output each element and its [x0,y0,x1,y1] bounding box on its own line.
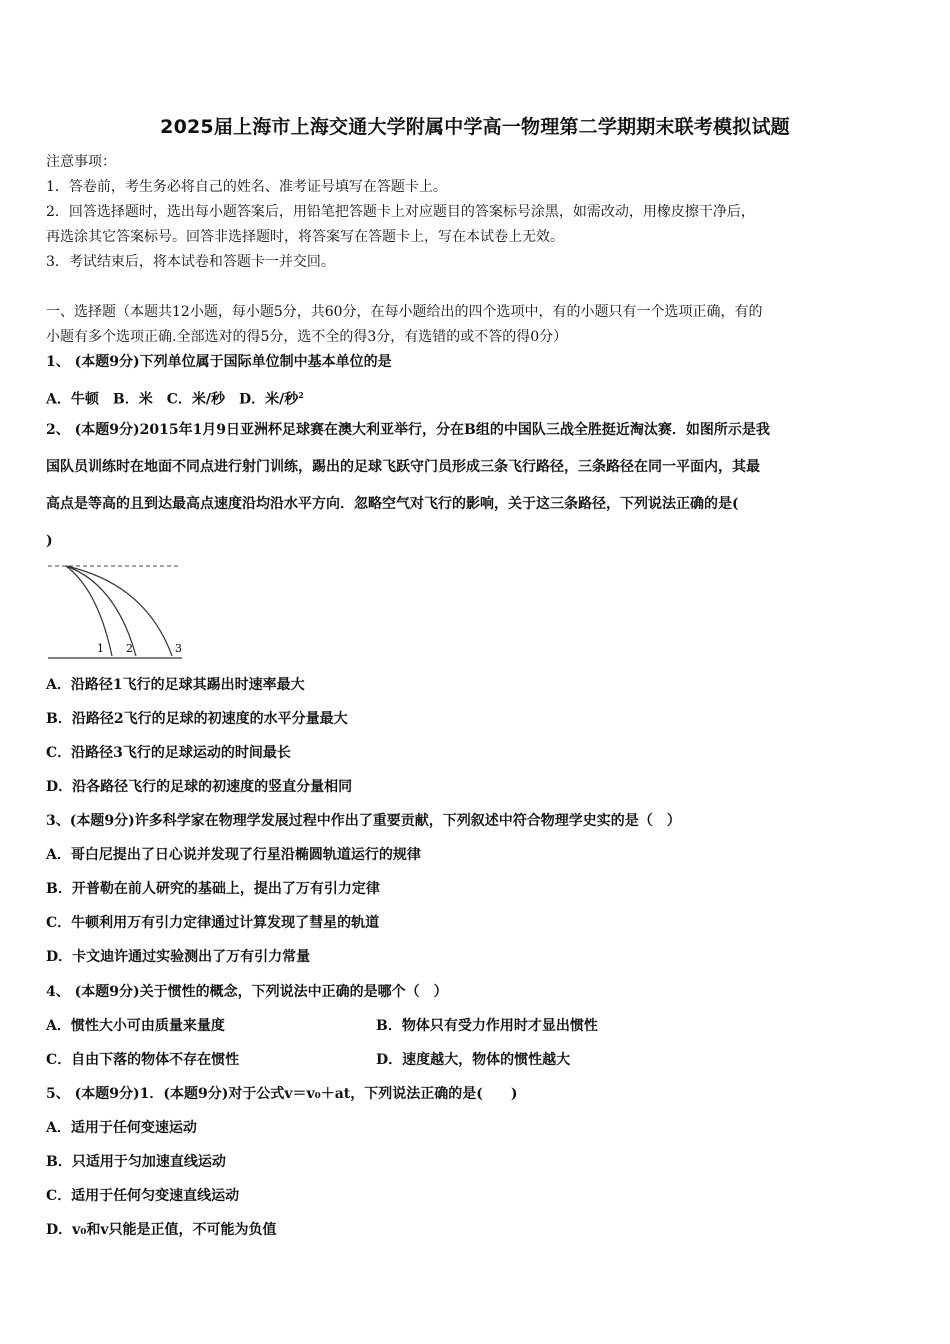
notice-item-2-cont: 再选涂其它答案标号。回答非选择题时，将答案写在答题卡上，写在本试卷上无效。 [46,229,564,245]
q5-option-a: A．适用于任何变速运动 [46,1120,197,1136]
path-3 [66,566,172,656]
q2-option-b: B．沿路径2飞行的足球的初速度的水平分量最大 [46,711,348,727]
trajectory-diagram [46,560,186,664]
path-label-1: 1 [97,642,104,655]
q3-option-d: D．卡文迪许通过实验测出了万有引力常量 [46,949,311,965]
path-label-3: 3 [175,642,182,655]
q4-option-a: A．惯性大小可由质量来量度 [46,1018,225,1034]
q4-option-d: D．速度越大，物体的惯性越大 [376,1052,571,1068]
q2-stem-line3: 高点是等高的且到达最高点速度沿均沿水平方向．忽略空气对飞行的影响，关于这三条路径，下列说法正确的是( [46,496,739,512]
q3-option-b: B．开普勒在前人研究的基础上，提出了万有引力定律 [46,881,380,897]
q5-option-d: D．v₀和v只能是正值，不可能为负值 [46,1222,277,1238]
section-instructions-line1: 一、选择题（本题共12小题，每小题5分，共60分，在每小题给出的四个选项中，有的小题只有一个选项正确，有的 [46,304,763,320]
q3-option-c: C．牛顿利用万有引力定律通过计算发现了彗星的轨道 [46,915,380,931]
q5-stem: 5、 (本题9分)1．(本题9分)对于公式v＝v₀＋at，下列说法正确的是( ) [46,1086,518,1102]
q5-option-c: C．适用于任何匀变速直线运动 [46,1188,240,1204]
q5-option-b: B．只适用于匀加速直线运动 [46,1154,226,1170]
q1-stem: 1、 (本题9分)下列单位属于国际单位制中基本单位的是 [46,354,392,370]
q1-options [46,385,304,410]
notice-item-2: 2．回答选择题时，选出每小题答案后，用铅笔把答题卡上对应题目的答案标号涂黑，如需改动，用橡皮擦干净后， [46,204,755,220]
q2-option-a: A．沿路径1飞行的足球其踢出时速率最大 [46,677,305,693]
q2-option-c: C．沿路径3飞行的足球运动的时间最长 [46,745,291,761]
q2-option-d: D．沿各路径飞行的足球的初速度的竖直分量相同 [46,779,353,795]
notice-item-3: 3．考试结束后，将本试卷和答题卡一并交回。 [46,254,335,270]
q4-option-c: C．自由下落的物体不存在惯性 [46,1052,240,1068]
page-title: 2025届上海市上海交通大学附属中学高一物理第二学期期末联考模拟试题 [160,116,790,138]
section-instructions-line2: 小题有多个选项正确.全部选对的得5分，选不全的得3分，有选错的或不答的得0分） [46,329,568,345]
path-label-2: 2 [126,642,133,655]
q2-stem-line1: 2、 (本题9分)2015年1月9日亚洲杯足球赛在澳大利亚举行，分在B组的中国队三战全胜挺近淘汰赛．如图所示是我 [46,422,770,438]
q2-stem-line4: ) [46,533,53,549]
q1-options-text: A．牛顿 B．米 C．米/秒 D．米/秒 [46,391,299,408]
notice-heading: 注意事项： [46,154,116,170]
notice-item-1: 1．答卷前，考生务必将自己的姓名、准考证号填写在答题卡上。 [46,179,447,195]
q2-stem-line2: 国队员训练时在地面不同点进行射门训练，踢出的足球飞跃守门员形成三条飞行路径，三条路径在同一平面内，其最 [46,459,760,475]
q4-option-b: B．物体只有受力作用时才显出惯性 [376,1018,598,1034]
q3-option-a: A．哥白尼提出了日心说并发现了行星沿椭圆轨道运行的规律 [46,847,421,863]
q1-options-sup: 2 [298,390,304,400]
q4-stem: 4、 (本题9分)关于惯性的概念，下列说法中正确的是哪个（ ） [46,984,448,1000]
q3-stem: 3、(本题9分)许多科学家在物理学发展过程中作出了重要贡献，下列叙述中符合物理学史实的是（ ） [46,813,681,829]
